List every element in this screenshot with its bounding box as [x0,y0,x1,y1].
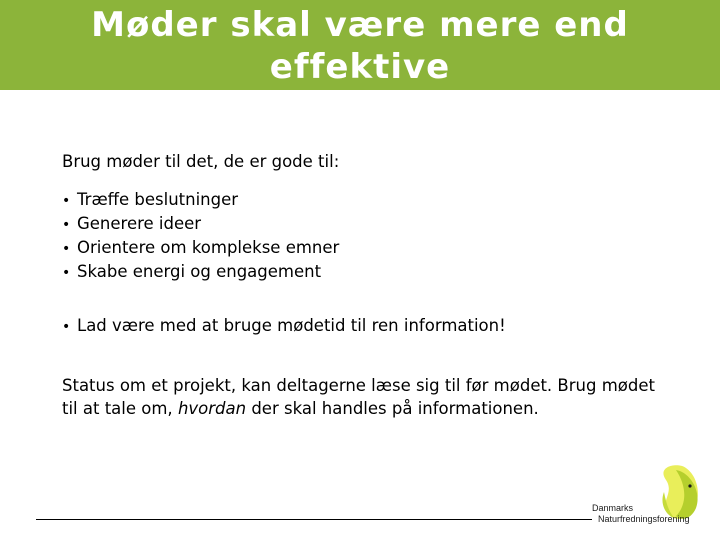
bullet-item [62,212,662,236]
slide-title: Møder skal være mere end effektive [91,5,629,87]
title-bar [0,0,720,90]
bullet-icon: • [62,193,71,209]
status-text-start: Status om et projekt, kan deltagerne læse sig til før mødet. Brug mødet til at tale om, [62,376,655,418]
status-text-end: der skal handles på informationen. [246,399,539,418]
organization-name-line2: Naturfredningsforening [598,514,690,524]
organization-name [592,503,690,525]
bullet-icon: • [62,265,71,281]
status-emphasis: hvordan [177,399,247,418]
bullet-text: Generere ideer [77,214,202,233]
information-note [62,314,662,338]
footer-divider [36,519,592,520]
information-note-text: Lad være med at bruge mødetid til ren information! [77,316,506,335]
bullet-icon: • [62,217,71,233]
bullet-item [62,260,662,284]
intro-text: Brug møder til det, de er gode til: [62,152,340,171]
bullet-item [62,188,662,212]
bullet-icon: • [62,241,71,257]
slide-body [62,150,662,420]
bullet-item [62,236,662,260]
bullet-text: Orientere om komplekse emner [77,238,340,257]
organization-name-line1: Danmarks [592,503,634,513]
bullet-icon: • [62,319,71,335]
bullet-list [62,188,662,284]
bullet-text: Træffe beslutninger [77,190,239,209]
status-paragraph [62,374,662,420]
bullet-text: Skabe energi og engagement [77,262,322,281]
